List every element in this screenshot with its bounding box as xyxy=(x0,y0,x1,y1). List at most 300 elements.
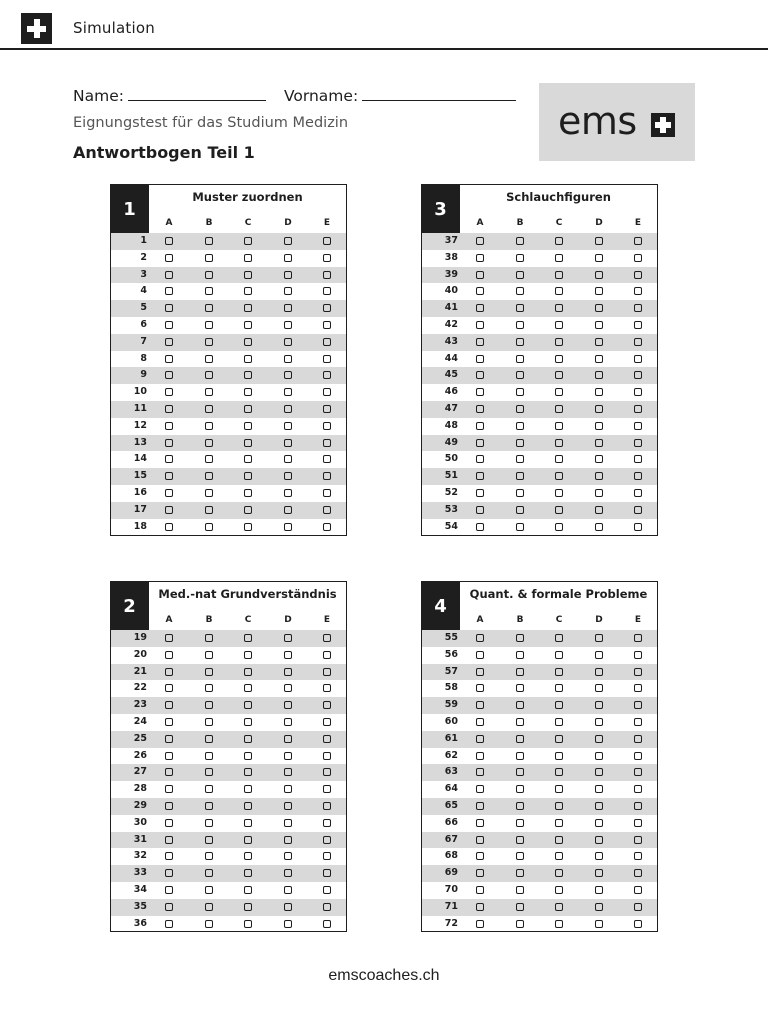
answer-checkbox-46-d[interactable] xyxy=(595,388,603,396)
answer-checkbox-20-b[interactable] xyxy=(205,651,213,659)
answer-checkbox-7-c[interactable] xyxy=(244,338,252,346)
answer-checkbox-42-c[interactable] xyxy=(555,321,563,329)
answer-checkbox-34-e[interactable] xyxy=(323,886,331,894)
answer-checkbox-14-b[interactable] xyxy=(205,455,213,463)
answer-checkbox-28-e[interactable] xyxy=(323,785,331,793)
answer-checkbox-25-b[interactable] xyxy=(205,735,213,743)
answer-checkbox-61-d[interactable] xyxy=(595,735,603,743)
answer-checkbox-64-b[interactable] xyxy=(516,785,524,793)
answer-checkbox-40-d[interactable] xyxy=(595,287,603,295)
answer-checkbox-38-c[interactable] xyxy=(555,254,563,262)
answer-checkbox-15-e[interactable] xyxy=(323,472,331,480)
answer-checkbox-48-b[interactable] xyxy=(516,422,524,430)
answer-checkbox-21-d[interactable] xyxy=(284,668,292,676)
answer-checkbox-24-b[interactable] xyxy=(205,718,213,726)
answer-checkbox-47-d[interactable] xyxy=(595,405,603,413)
answer-checkbox-23-d[interactable] xyxy=(284,701,292,709)
answer-checkbox-68-c[interactable] xyxy=(555,852,563,860)
answer-checkbox-13-d[interactable] xyxy=(284,439,292,447)
answer-checkbox-14-d[interactable] xyxy=(284,455,292,463)
answer-checkbox-50-a[interactable] xyxy=(476,455,484,463)
answer-checkbox-6-d[interactable] xyxy=(284,321,292,329)
answer-checkbox-26-e[interactable] xyxy=(323,752,331,760)
answer-checkbox-69-e[interactable] xyxy=(634,869,642,877)
answer-checkbox-36-e[interactable] xyxy=(323,920,331,928)
answer-checkbox-65-d[interactable] xyxy=(595,802,603,810)
answer-checkbox-43-a[interactable] xyxy=(476,338,484,346)
answer-checkbox-48-c[interactable] xyxy=(555,422,563,430)
answer-checkbox-54-b[interactable] xyxy=(516,523,524,531)
answer-checkbox-1-a[interactable] xyxy=(165,237,173,245)
answer-checkbox-10-a[interactable] xyxy=(165,388,173,396)
answer-checkbox-2-b[interactable] xyxy=(205,254,213,262)
answer-checkbox-27-e[interactable] xyxy=(323,768,331,776)
answer-checkbox-64-e[interactable] xyxy=(634,785,642,793)
answer-checkbox-3-e[interactable] xyxy=(323,271,331,279)
answer-checkbox-48-e[interactable] xyxy=(634,422,642,430)
answer-checkbox-52-b[interactable] xyxy=(516,489,524,497)
answer-checkbox-16-b[interactable] xyxy=(205,489,213,497)
answer-checkbox-45-e[interactable] xyxy=(634,371,642,379)
answer-checkbox-49-c[interactable] xyxy=(555,439,563,447)
answer-checkbox-51-c[interactable] xyxy=(555,472,563,480)
answer-checkbox-34-b[interactable] xyxy=(205,886,213,894)
answer-checkbox-66-d[interactable] xyxy=(595,819,603,827)
answer-checkbox-11-c[interactable] xyxy=(244,405,252,413)
answer-checkbox-4-b[interactable] xyxy=(205,287,213,295)
answer-checkbox-3-d[interactable] xyxy=(284,271,292,279)
answer-checkbox-61-c[interactable] xyxy=(555,735,563,743)
answer-checkbox-70-c[interactable] xyxy=(555,886,563,894)
answer-checkbox-17-d[interactable] xyxy=(284,506,292,514)
answer-checkbox-60-b[interactable] xyxy=(516,718,524,726)
answer-checkbox-56-e[interactable] xyxy=(634,651,642,659)
answer-checkbox-16-d[interactable] xyxy=(284,489,292,497)
answer-checkbox-62-d[interactable] xyxy=(595,752,603,760)
answer-checkbox-9-b[interactable] xyxy=(205,371,213,379)
answer-checkbox-63-c[interactable] xyxy=(555,768,563,776)
answer-checkbox-68-b[interactable] xyxy=(516,852,524,860)
answer-checkbox-60-c[interactable] xyxy=(555,718,563,726)
answer-checkbox-46-b[interactable] xyxy=(516,388,524,396)
answer-checkbox-41-e[interactable] xyxy=(634,304,642,312)
answer-checkbox-64-a[interactable] xyxy=(476,785,484,793)
name-underline[interactable] xyxy=(128,86,266,101)
answer-checkbox-6-e[interactable] xyxy=(323,321,331,329)
answer-checkbox-15-b[interactable] xyxy=(205,472,213,480)
answer-checkbox-9-e[interactable] xyxy=(323,371,331,379)
answer-checkbox-71-c[interactable] xyxy=(555,903,563,911)
answer-checkbox-7-b[interactable] xyxy=(205,338,213,346)
answer-checkbox-12-c[interactable] xyxy=(244,422,252,430)
answer-checkbox-35-c[interactable] xyxy=(244,903,252,911)
answer-checkbox-11-e[interactable] xyxy=(323,405,331,413)
answer-checkbox-63-a[interactable] xyxy=(476,768,484,776)
answer-checkbox-32-c[interactable] xyxy=(244,852,252,860)
answer-checkbox-39-a[interactable] xyxy=(476,271,484,279)
answer-checkbox-33-e[interactable] xyxy=(323,869,331,877)
answer-checkbox-64-c[interactable] xyxy=(555,785,563,793)
answer-checkbox-11-d[interactable] xyxy=(284,405,292,413)
answer-checkbox-58-c[interactable] xyxy=(555,684,563,692)
answer-checkbox-46-a[interactable] xyxy=(476,388,484,396)
answer-checkbox-47-b[interactable] xyxy=(516,405,524,413)
answer-checkbox-15-a[interactable] xyxy=(165,472,173,480)
answer-checkbox-54-a[interactable] xyxy=(476,523,484,531)
answer-checkbox-58-b[interactable] xyxy=(516,684,524,692)
answer-checkbox-54-e[interactable] xyxy=(634,523,642,531)
answer-checkbox-41-a[interactable] xyxy=(476,304,484,312)
answer-checkbox-71-b[interactable] xyxy=(516,903,524,911)
answer-checkbox-45-c[interactable] xyxy=(555,371,563,379)
answer-checkbox-31-d[interactable] xyxy=(284,836,292,844)
answer-checkbox-33-c[interactable] xyxy=(244,869,252,877)
answer-checkbox-27-a[interactable] xyxy=(165,768,173,776)
answer-checkbox-62-a[interactable] xyxy=(476,752,484,760)
answer-checkbox-51-d[interactable] xyxy=(595,472,603,480)
answer-checkbox-66-e[interactable] xyxy=(634,819,642,827)
answer-checkbox-48-d[interactable] xyxy=(595,422,603,430)
vorname-field[interactable] xyxy=(284,86,516,105)
answer-checkbox-53-c[interactable] xyxy=(555,506,563,514)
answer-checkbox-10-d[interactable] xyxy=(284,388,292,396)
answer-checkbox-40-b[interactable] xyxy=(516,287,524,295)
answer-checkbox-15-d[interactable] xyxy=(284,472,292,480)
answer-checkbox-13-b[interactable] xyxy=(205,439,213,447)
answer-checkbox-63-d[interactable] xyxy=(595,768,603,776)
answer-checkbox-28-b[interactable] xyxy=(205,785,213,793)
answer-checkbox-18-b[interactable] xyxy=(205,523,213,531)
answer-checkbox-38-d[interactable] xyxy=(595,254,603,262)
answer-checkbox-33-b[interactable] xyxy=(205,869,213,877)
answer-checkbox-52-d[interactable] xyxy=(595,489,603,497)
answer-checkbox-12-a[interactable] xyxy=(165,422,173,430)
answer-checkbox-44-a[interactable] xyxy=(476,355,484,363)
answer-checkbox-24-a[interactable] xyxy=(165,718,173,726)
answer-checkbox-25-a[interactable] xyxy=(165,735,173,743)
answer-checkbox-19-e[interactable] xyxy=(323,634,331,642)
answer-checkbox-64-d[interactable] xyxy=(595,785,603,793)
answer-checkbox-44-c[interactable] xyxy=(555,355,563,363)
answer-checkbox-62-b[interactable] xyxy=(516,752,524,760)
answer-checkbox-57-b[interactable] xyxy=(516,668,524,676)
answer-checkbox-36-b[interactable] xyxy=(205,920,213,928)
answer-checkbox-24-c[interactable] xyxy=(244,718,252,726)
answer-checkbox-34-c[interactable] xyxy=(244,886,252,894)
answer-checkbox-21-b[interactable] xyxy=(205,668,213,676)
answer-checkbox-50-d[interactable] xyxy=(595,455,603,463)
answer-checkbox-30-a[interactable] xyxy=(165,819,173,827)
answer-checkbox-61-e[interactable] xyxy=(634,735,642,743)
answer-checkbox-72-c[interactable] xyxy=(555,920,563,928)
answer-checkbox-65-b[interactable] xyxy=(516,802,524,810)
answer-checkbox-71-e[interactable] xyxy=(634,903,642,911)
answer-checkbox-19-c[interactable] xyxy=(244,634,252,642)
answer-checkbox-53-b[interactable] xyxy=(516,506,524,514)
answer-checkbox-46-c[interactable] xyxy=(555,388,563,396)
answer-checkbox-52-e[interactable] xyxy=(634,489,642,497)
answer-checkbox-50-c[interactable] xyxy=(555,455,563,463)
answer-checkbox-16-c[interactable] xyxy=(244,489,252,497)
answer-checkbox-51-b[interactable] xyxy=(516,472,524,480)
answer-checkbox-39-c[interactable] xyxy=(555,271,563,279)
answer-checkbox-2-e[interactable] xyxy=(323,254,331,262)
answer-checkbox-2-d[interactable] xyxy=(284,254,292,262)
answer-checkbox-1-c[interactable] xyxy=(244,237,252,245)
answer-checkbox-13-e[interactable] xyxy=(323,439,331,447)
answer-checkbox-42-a[interactable] xyxy=(476,321,484,329)
answer-checkbox-52-c[interactable] xyxy=(555,489,563,497)
answer-checkbox-70-e[interactable] xyxy=(634,886,642,894)
answer-checkbox-40-e[interactable] xyxy=(634,287,642,295)
answer-checkbox-71-a[interactable] xyxy=(476,903,484,911)
answer-checkbox-38-a[interactable] xyxy=(476,254,484,262)
answer-checkbox-23-e[interactable] xyxy=(323,701,331,709)
answer-checkbox-30-d[interactable] xyxy=(284,819,292,827)
answer-checkbox-66-a[interactable] xyxy=(476,819,484,827)
answer-checkbox-22-b[interactable] xyxy=(205,684,213,692)
answer-checkbox-29-b[interactable] xyxy=(205,802,213,810)
answer-checkbox-47-c[interactable] xyxy=(555,405,563,413)
answer-checkbox-41-c[interactable] xyxy=(555,304,563,312)
answer-checkbox-40-c[interactable] xyxy=(555,287,563,295)
answer-checkbox-49-d[interactable] xyxy=(595,439,603,447)
answer-checkbox-30-e[interactable] xyxy=(323,819,331,827)
answer-checkbox-45-b[interactable] xyxy=(516,371,524,379)
answer-checkbox-42-b[interactable] xyxy=(516,321,524,329)
answer-checkbox-27-c[interactable] xyxy=(244,768,252,776)
answer-checkbox-56-a[interactable] xyxy=(476,651,484,659)
answer-checkbox-13-c[interactable] xyxy=(244,439,252,447)
answer-checkbox-67-c[interactable] xyxy=(555,836,563,844)
answer-checkbox-36-c[interactable] xyxy=(244,920,252,928)
answer-checkbox-47-a[interactable] xyxy=(476,405,484,413)
answer-checkbox-10-b[interactable] xyxy=(205,388,213,396)
answer-checkbox-59-b[interactable] xyxy=(516,701,524,709)
answer-checkbox-5-e[interactable] xyxy=(323,304,331,312)
answer-checkbox-32-b[interactable] xyxy=(205,852,213,860)
answer-checkbox-59-c[interactable] xyxy=(555,701,563,709)
answer-checkbox-47-e[interactable] xyxy=(634,405,642,413)
answer-checkbox-29-a[interactable] xyxy=(165,802,173,810)
answer-checkbox-37-c[interactable] xyxy=(555,237,563,245)
answer-checkbox-32-e[interactable] xyxy=(323,852,331,860)
answer-checkbox-9-c[interactable] xyxy=(244,371,252,379)
answer-checkbox-58-e[interactable] xyxy=(634,684,642,692)
answer-checkbox-54-d[interactable] xyxy=(595,523,603,531)
answer-checkbox-45-a[interactable] xyxy=(476,371,484,379)
answer-checkbox-60-e[interactable] xyxy=(634,718,642,726)
answer-checkbox-46-e[interactable] xyxy=(634,388,642,396)
answer-checkbox-16-a[interactable] xyxy=(165,489,173,497)
answer-checkbox-41-b[interactable] xyxy=(516,304,524,312)
answer-checkbox-54-c[interactable] xyxy=(555,523,563,531)
answer-checkbox-49-e[interactable] xyxy=(634,439,642,447)
answer-checkbox-1-e[interactable] xyxy=(323,237,331,245)
answer-checkbox-49-a[interactable] xyxy=(476,439,484,447)
answer-checkbox-9-a[interactable] xyxy=(165,371,173,379)
answer-checkbox-51-e[interactable] xyxy=(634,472,642,480)
answer-checkbox-39-d[interactable] xyxy=(595,271,603,279)
answer-checkbox-57-e[interactable] xyxy=(634,668,642,676)
answer-checkbox-29-d[interactable] xyxy=(284,802,292,810)
answer-checkbox-42-e[interactable] xyxy=(634,321,642,329)
answer-checkbox-66-c[interactable] xyxy=(555,819,563,827)
answer-checkbox-6-c[interactable] xyxy=(244,321,252,329)
answer-checkbox-65-a[interactable] xyxy=(476,802,484,810)
answer-checkbox-36-d[interactable] xyxy=(284,920,292,928)
answer-checkbox-20-a[interactable] xyxy=(165,651,173,659)
answer-checkbox-56-d[interactable] xyxy=(595,651,603,659)
answer-checkbox-63-e[interactable] xyxy=(634,768,642,776)
answer-checkbox-21-e[interactable] xyxy=(323,668,331,676)
answer-checkbox-1-b[interactable] xyxy=(205,237,213,245)
answer-checkbox-26-a[interactable] xyxy=(165,752,173,760)
answer-checkbox-70-a[interactable] xyxy=(476,886,484,894)
answer-checkbox-31-b[interactable] xyxy=(205,836,213,844)
answer-checkbox-11-b[interactable] xyxy=(205,405,213,413)
answer-checkbox-67-b[interactable] xyxy=(516,836,524,844)
answer-checkbox-31-a[interactable] xyxy=(165,836,173,844)
answer-checkbox-50-b[interactable] xyxy=(516,455,524,463)
answer-checkbox-35-e[interactable] xyxy=(323,903,331,911)
answer-checkbox-53-e[interactable] xyxy=(634,506,642,514)
answer-checkbox-17-a[interactable] xyxy=(165,506,173,514)
answer-checkbox-68-e[interactable] xyxy=(634,852,642,860)
answer-checkbox-61-b[interactable] xyxy=(516,735,524,743)
answer-checkbox-70-d[interactable] xyxy=(595,886,603,894)
answer-checkbox-5-b[interactable] xyxy=(205,304,213,312)
answer-checkbox-5-a[interactable] xyxy=(165,304,173,312)
answer-checkbox-5-d[interactable] xyxy=(284,304,292,312)
answer-checkbox-26-d[interactable] xyxy=(284,752,292,760)
answer-checkbox-28-a[interactable] xyxy=(165,785,173,793)
answer-checkbox-34-d[interactable] xyxy=(284,886,292,894)
answer-checkbox-13-a[interactable] xyxy=(165,439,173,447)
answer-checkbox-27-d[interactable] xyxy=(284,768,292,776)
answer-checkbox-33-d[interactable] xyxy=(284,869,292,877)
answer-checkbox-39-e[interactable] xyxy=(634,271,642,279)
answer-checkbox-9-d[interactable] xyxy=(284,371,292,379)
answer-checkbox-12-b[interactable] xyxy=(205,422,213,430)
answer-checkbox-32-d[interactable] xyxy=(284,852,292,860)
answer-checkbox-65-c[interactable] xyxy=(555,802,563,810)
answer-checkbox-55-c[interactable] xyxy=(555,634,563,642)
answer-checkbox-72-a[interactable] xyxy=(476,920,484,928)
answer-checkbox-41-d[interactable] xyxy=(595,304,603,312)
answer-checkbox-35-d[interactable] xyxy=(284,903,292,911)
answer-checkbox-37-d[interactable] xyxy=(595,237,603,245)
answer-checkbox-67-a[interactable] xyxy=(476,836,484,844)
answer-checkbox-4-c[interactable] xyxy=(244,287,252,295)
answer-checkbox-50-e[interactable] xyxy=(634,455,642,463)
answer-checkbox-7-d[interactable] xyxy=(284,338,292,346)
answer-checkbox-17-c[interactable] xyxy=(244,506,252,514)
answer-checkbox-52-a[interactable] xyxy=(476,489,484,497)
answer-checkbox-1-d[interactable] xyxy=(284,237,292,245)
answer-checkbox-17-e[interactable] xyxy=(323,506,331,514)
answer-checkbox-27-b[interactable] xyxy=(205,768,213,776)
answer-checkbox-60-d[interactable] xyxy=(595,718,603,726)
answer-checkbox-24-d[interactable] xyxy=(284,718,292,726)
answer-checkbox-44-e[interactable] xyxy=(634,355,642,363)
answer-checkbox-3-b[interactable] xyxy=(205,271,213,279)
answer-checkbox-44-d[interactable] xyxy=(595,355,603,363)
answer-checkbox-21-c[interactable] xyxy=(244,668,252,676)
answer-checkbox-26-c[interactable] xyxy=(244,752,252,760)
answer-checkbox-25-d[interactable] xyxy=(284,735,292,743)
answer-checkbox-72-d[interactable] xyxy=(595,920,603,928)
vorname-underline[interactable] xyxy=(362,86,516,101)
answer-checkbox-14-c[interactable] xyxy=(244,455,252,463)
answer-checkbox-16-e[interactable] xyxy=(323,489,331,497)
answer-checkbox-35-b[interactable] xyxy=(205,903,213,911)
answer-checkbox-69-b[interactable] xyxy=(516,869,524,877)
answer-checkbox-12-e[interactable] xyxy=(323,422,331,430)
answer-checkbox-14-e[interactable] xyxy=(323,455,331,463)
answer-checkbox-25-c[interactable] xyxy=(244,735,252,743)
answer-checkbox-37-e[interactable] xyxy=(634,237,642,245)
answer-checkbox-38-b[interactable] xyxy=(516,254,524,262)
answer-checkbox-14-a[interactable] xyxy=(165,455,173,463)
answer-checkbox-68-d[interactable] xyxy=(595,852,603,860)
answer-checkbox-43-e[interactable] xyxy=(634,338,642,346)
answer-checkbox-22-e[interactable] xyxy=(323,684,331,692)
answer-checkbox-62-e[interactable] xyxy=(634,752,642,760)
answer-checkbox-19-b[interactable] xyxy=(205,634,213,642)
answer-checkbox-19-a[interactable] xyxy=(165,634,173,642)
answer-checkbox-8-a[interactable] xyxy=(165,355,173,363)
answer-checkbox-38-e[interactable] xyxy=(634,254,642,262)
answer-checkbox-18-e[interactable] xyxy=(323,523,331,531)
answer-checkbox-6-a[interactable] xyxy=(165,321,173,329)
answer-checkbox-67-e[interactable] xyxy=(634,836,642,844)
answer-checkbox-37-a[interactable] xyxy=(476,237,484,245)
answer-checkbox-2-a[interactable] xyxy=(165,254,173,262)
answer-checkbox-53-d[interactable] xyxy=(595,506,603,514)
answer-checkbox-2-c[interactable] xyxy=(244,254,252,262)
answer-checkbox-18-c[interactable] xyxy=(244,523,252,531)
answer-checkbox-22-c[interactable] xyxy=(244,684,252,692)
answer-checkbox-66-b[interactable] xyxy=(516,819,524,827)
answer-checkbox-69-a[interactable] xyxy=(476,869,484,877)
answer-checkbox-71-d[interactable] xyxy=(595,903,603,911)
answer-checkbox-55-b[interactable] xyxy=(516,634,524,642)
answer-checkbox-59-e[interactable] xyxy=(634,701,642,709)
answer-checkbox-25-e[interactable] xyxy=(323,735,331,743)
answer-checkbox-30-b[interactable] xyxy=(205,819,213,827)
answer-checkbox-8-e[interactable] xyxy=(323,355,331,363)
answer-checkbox-5-c[interactable] xyxy=(244,304,252,312)
answer-checkbox-70-b[interactable] xyxy=(516,886,524,894)
answer-checkbox-28-c[interactable] xyxy=(244,785,252,793)
answer-checkbox-30-c[interactable] xyxy=(244,819,252,827)
answer-checkbox-42-d[interactable] xyxy=(595,321,603,329)
answer-checkbox-49-b[interactable] xyxy=(516,439,524,447)
answer-checkbox-10-c[interactable] xyxy=(244,388,252,396)
answer-checkbox-18-a[interactable] xyxy=(165,523,173,531)
answer-checkbox-6-b[interactable] xyxy=(205,321,213,329)
answer-checkbox-17-b[interactable] xyxy=(205,506,213,514)
answer-checkbox-23-b[interactable] xyxy=(205,701,213,709)
answer-checkbox-72-b[interactable] xyxy=(516,920,524,928)
answer-checkbox-44-b[interactable] xyxy=(516,355,524,363)
answer-checkbox-60-a[interactable] xyxy=(476,718,484,726)
answer-checkbox-56-c[interactable] xyxy=(555,651,563,659)
answer-checkbox-3-c[interactable] xyxy=(244,271,252,279)
answer-checkbox-7-a[interactable] xyxy=(165,338,173,346)
answer-checkbox-69-d[interactable] xyxy=(595,869,603,877)
